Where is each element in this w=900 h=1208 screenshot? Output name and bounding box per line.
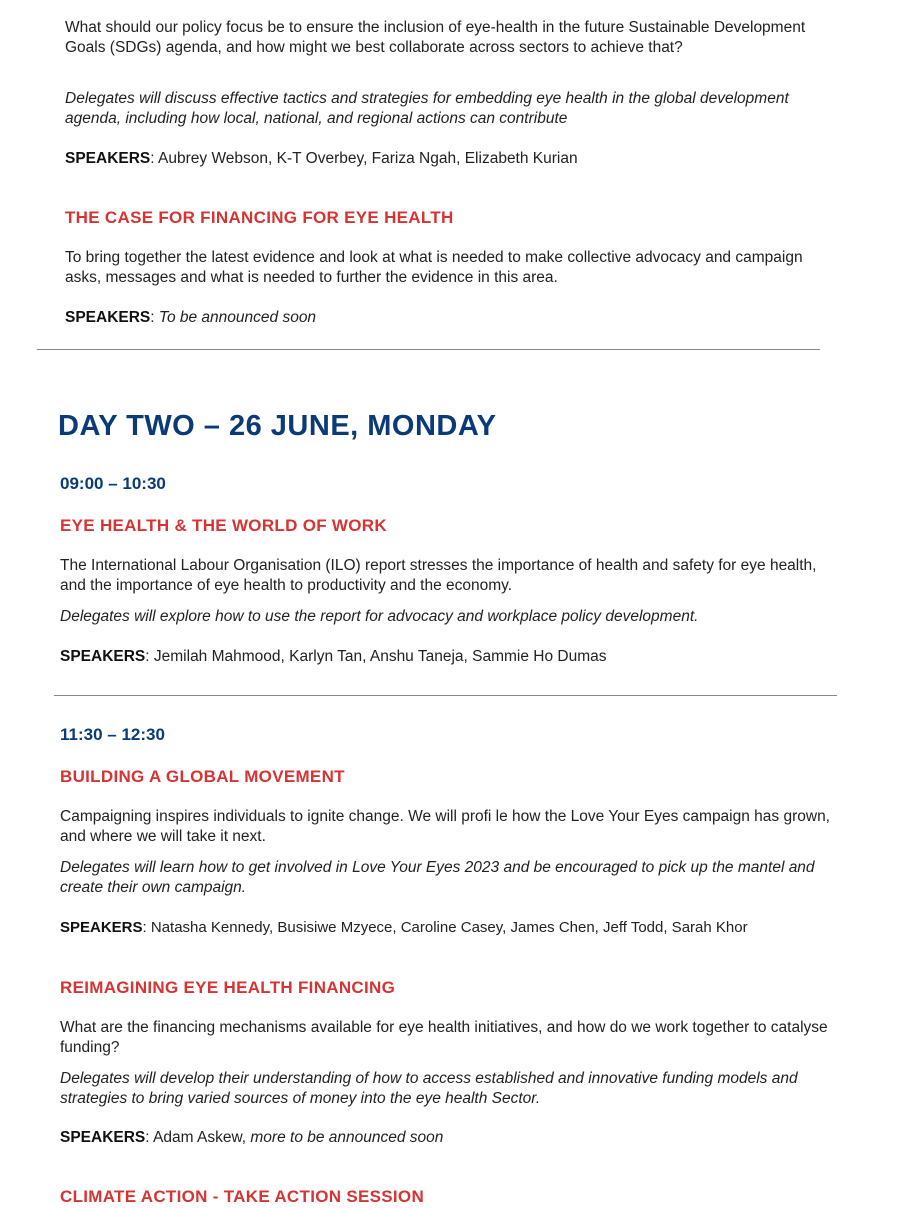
session-intro-sdgs: What should our policy focus be to ensure the inclusion of eye-health in the future Sustainable Development Goals (SDGs) agenda, and how might we best collaborate across sectors to achieve that? xyxy=(65,19,806,56)
session-title-reimagining-financing: REIMAGINING EYE HEALTH FINANCING xyxy=(60,978,396,997)
session-intro-reimagining-financing: What are the financing mechanisms available for eye health initiatives, and how do we work together to catalyse funding? xyxy=(60,1019,828,1056)
section-divider xyxy=(37,349,820,350)
time-slot-1130: 11:30 – 12:30 xyxy=(60,725,165,744)
time-slot-0900: 09:00 – 10:30 xyxy=(60,474,166,493)
speakers-line-world-of-work xyxy=(60,647,607,667)
session-intro-world-of-work: The International Labour Organisation (ILO) report stresses the importance of health and safety for eye health, and the importance of eye health to productivity and the economy. xyxy=(60,557,817,594)
speakers-label: SPEAKERS xyxy=(65,309,151,326)
speakers-line-financing-case xyxy=(65,308,316,328)
session-intro-financing-case: To bring together the latest evidence and look at what is needed to make collective advocacy and campaign asks, messages and what is needed to further the evidence in this area. xyxy=(65,249,803,286)
speakers-line-global-movement xyxy=(60,918,748,938)
session-title-climate-action: CLIMATE ACTION - TAKE ACTION SESSION xyxy=(60,1187,425,1206)
speakers-line-sdgs xyxy=(65,149,578,169)
speakers-names: : Adam Askew, xyxy=(145,1129,251,1146)
speakers-names: : Jemilah Mahmood, Karlyn Tan, Anshu Taneja, Sammie Ho Dumas xyxy=(145,648,607,665)
speakers-names: : Natasha Kennedy, Busisiwe Mzyece, Caroline Casey, James Chen, Jeff Todd, Sarah Khor xyxy=(142,919,748,936)
speakers-label: SPEAKERS xyxy=(65,150,151,167)
speakers-label: SPEAKERS xyxy=(60,1129,146,1146)
speakers-names: : Aubrey Webson, K-T Overbey, Fariza Ngah, Elizabeth Kurian xyxy=(150,150,578,167)
speakers-line-reimagining-financing xyxy=(60,1128,443,1148)
session-delegates-world-of-work: Delegates will explore how to use the report for advocacy and workplace policy development. xyxy=(60,608,699,625)
session-delegates-sdgs: Delegates will discuss effective tactics and strategies for embedding eye health in the global development agenda, including how local, national, and regional actions can contribute xyxy=(65,90,789,127)
speakers-label: SPEAKERS xyxy=(60,648,146,665)
speakers-separator: : xyxy=(150,309,159,326)
speakers-label: SPEAKERS xyxy=(60,919,143,936)
session-delegates-reimagining-financing: Delegates will develop their understanding of how to access established and innovative funding models and strategies to bring varied sources of money into the eye health Sector. xyxy=(60,1070,798,1107)
session-intro-global-movement: Campaigning inspires individuals to ignite change. We will profi le how the Love Your Eyes campaign has grown, and where we will take it next. xyxy=(60,808,830,845)
session-title-world-of-work: EYE HEALTH & THE WORLD OF WORK xyxy=(60,516,387,535)
session-delegates-global-movement: Delegates will learn how to get involved in Love Your Eyes 2023 and be encouraged to pick up the mantel and create their own campaign. xyxy=(60,859,815,896)
speakers-tba: To be announced soon xyxy=(158,309,317,326)
day-two-heading: DAY TWO – 26 JUNE, MONDAY xyxy=(58,410,497,442)
speakers-tba: more to be announced soon xyxy=(250,1129,444,1146)
session-title-financing-case: THE CASE FOR FINANCING FOR EYE HEALTH xyxy=(65,208,454,227)
session-title-global-movement: BUILDING A GLOBAL MOVEMENT xyxy=(60,767,345,786)
section-divider xyxy=(54,695,837,696)
